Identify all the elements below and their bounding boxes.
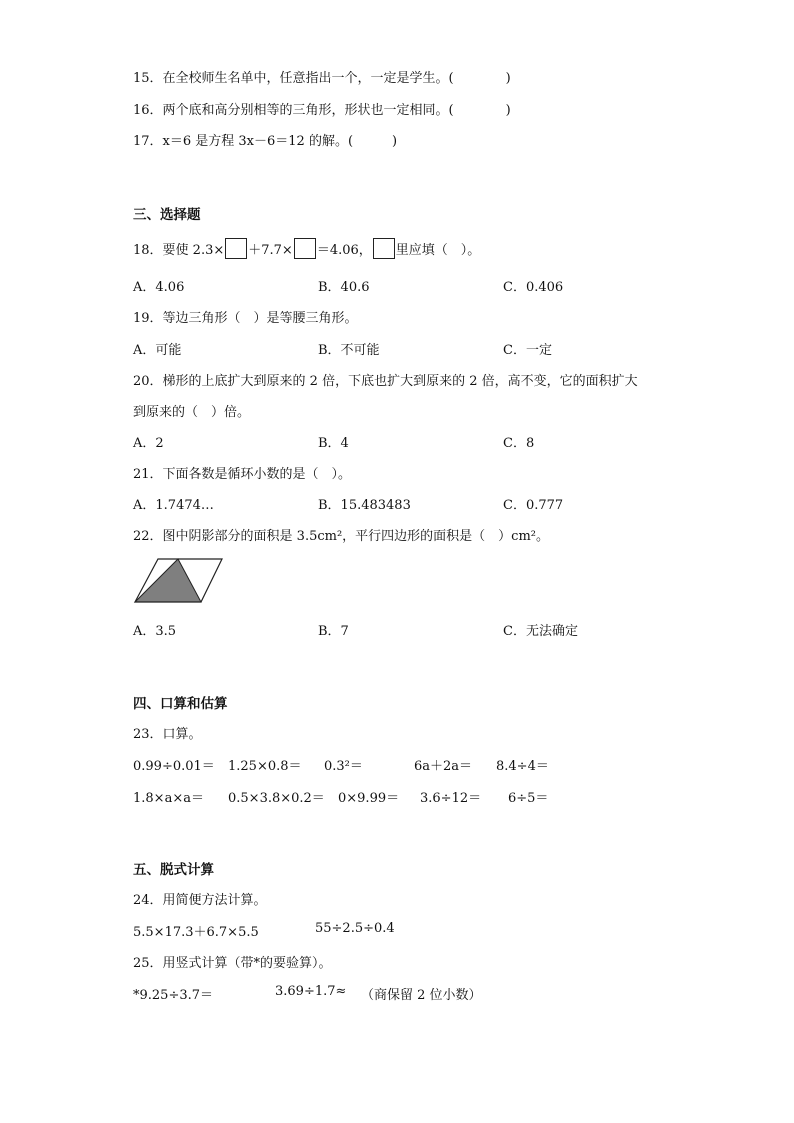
q19-option-a: A．可能 (133, 343, 182, 358)
parallelogram-figure (133, 557, 225, 605)
mental-math-item: 1.8×a×a＝ (133, 791, 204, 806)
question-17: 17．x＝6 是方程 3x－6＝12 的解。( ) (133, 134, 398, 149)
answer-box (225, 238, 247, 259)
question-20-line2: 到原来的（ ）倍。 (133, 405, 251, 420)
mental-math-item: 3.6÷12＝ (420, 791, 482, 806)
q21-option-b: B．15.483483 (318, 498, 411, 513)
q18-mid2: ＝4.06， (316, 243, 372, 258)
q18-suffix: 里应填（ ）。 (395, 243, 481, 258)
q18-option-c: C．0.406 (503, 280, 564, 295)
section-3-title: 三、选择题 (133, 207, 201, 223)
question-21: 21．下面各数是循环小数的是（ ）。 (133, 467, 352, 482)
q22-option-c: C．无法确定 (503, 624, 578, 639)
q22-option-b: B．7 (318, 624, 349, 639)
calc-item: 5.5×17.3＋6.7×5.5 (133, 925, 259, 940)
q19-option-b: B．不可能 (318, 343, 380, 358)
answer-box (373, 238, 395, 259)
mental-math-item: 6÷5＝ (508, 791, 549, 806)
mental-math-item: 1.25×0.8＝ (228, 759, 302, 774)
q21-option-c: C．0.777 (503, 498, 564, 513)
calc-item: 55÷2.5÷0.4 (315, 921, 395, 936)
question-25: 25．用竖式计算（带*的要验算）。 (133, 956, 332, 971)
question-15: 15．在全校师生名单中，任意指出一个，一定是学生。( ) (133, 71, 511, 86)
question-20-line1: 20．梯形的上底扩大到原来的 2 倍，下底也扩大到原来的 2 倍，高不变，它的面积扩大 (133, 374, 638, 389)
question-19: 19．等边三角形（ ）是等腰三角形。 (133, 311, 358, 326)
q20-option-b: B．4 (318, 436, 349, 451)
shaded-triangle (135, 559, 201, 602)
answer-box (294, 238, 316, 259)
mental-math-item: 8.4÷4＝ (496, 759, 549, 774)
q18-prefix: 18．要使 2.3× (133, 243, 225, 258)
q18-option-b: B．40.6 (318, 280, 370, 295)
mental-math-item: 0×9.99＝ (338, 791, 400, 806)
question-18 (133, 238, 480, 259)
question-22: 22．图中阴影部分的面积是 3.5cm²，平行四边形的面积是（ ）cm²。 (133, 529, 549, 544)
mental-math-item: 0.99÷0.01＝ (133, 759, 215, 774)
q18-option-a: A．4.06 (133, 280, 185, 295)
section-4-title: 四、口算和估算 (133, 696, 228, 712)
question-16: 16．两个底和高分别相等的三角形，形状也一定相同。( ) (133, 103, 511, 118)
q22-option-a: A．3.5 (133, 624, 177, 639)
mental-math-item: 6a＋2a＝ (414, 759, 473, 774)
q20-option-a: A．2 (133, 436, 164, 451)
q18-mid1: ＋7.7× (248, 243, 293, 258)
question-23: 23．口算。 (133, 727, 202, 742)
mental-math-item: 0.5×3.8×0.2＝ (228, 791, 325, 806)
mental-math-item: 0.3²＝ (324, 759, 363, 774)
q20-option-c: C．8 (503, 436, 535, 451)
section-5-title: 五、脱式计算 (133, 862, 214, 878)
q21-option-a: A．1.7474… (133, 498, 214, 513)
question-24: 24．用简便方法计算。 (133, 893, 267, 908)
calc-item: *9.25÷3.7＝ (133, 988, 214, 1003)
q19-option-c: C．一定 (503, 343, 552, 358)
calc-note: （商保留 2 位小数） (361, 988, 482, 1003)
calc-item: 3.69÷1.7≈ (275, 984, 347, 999)
